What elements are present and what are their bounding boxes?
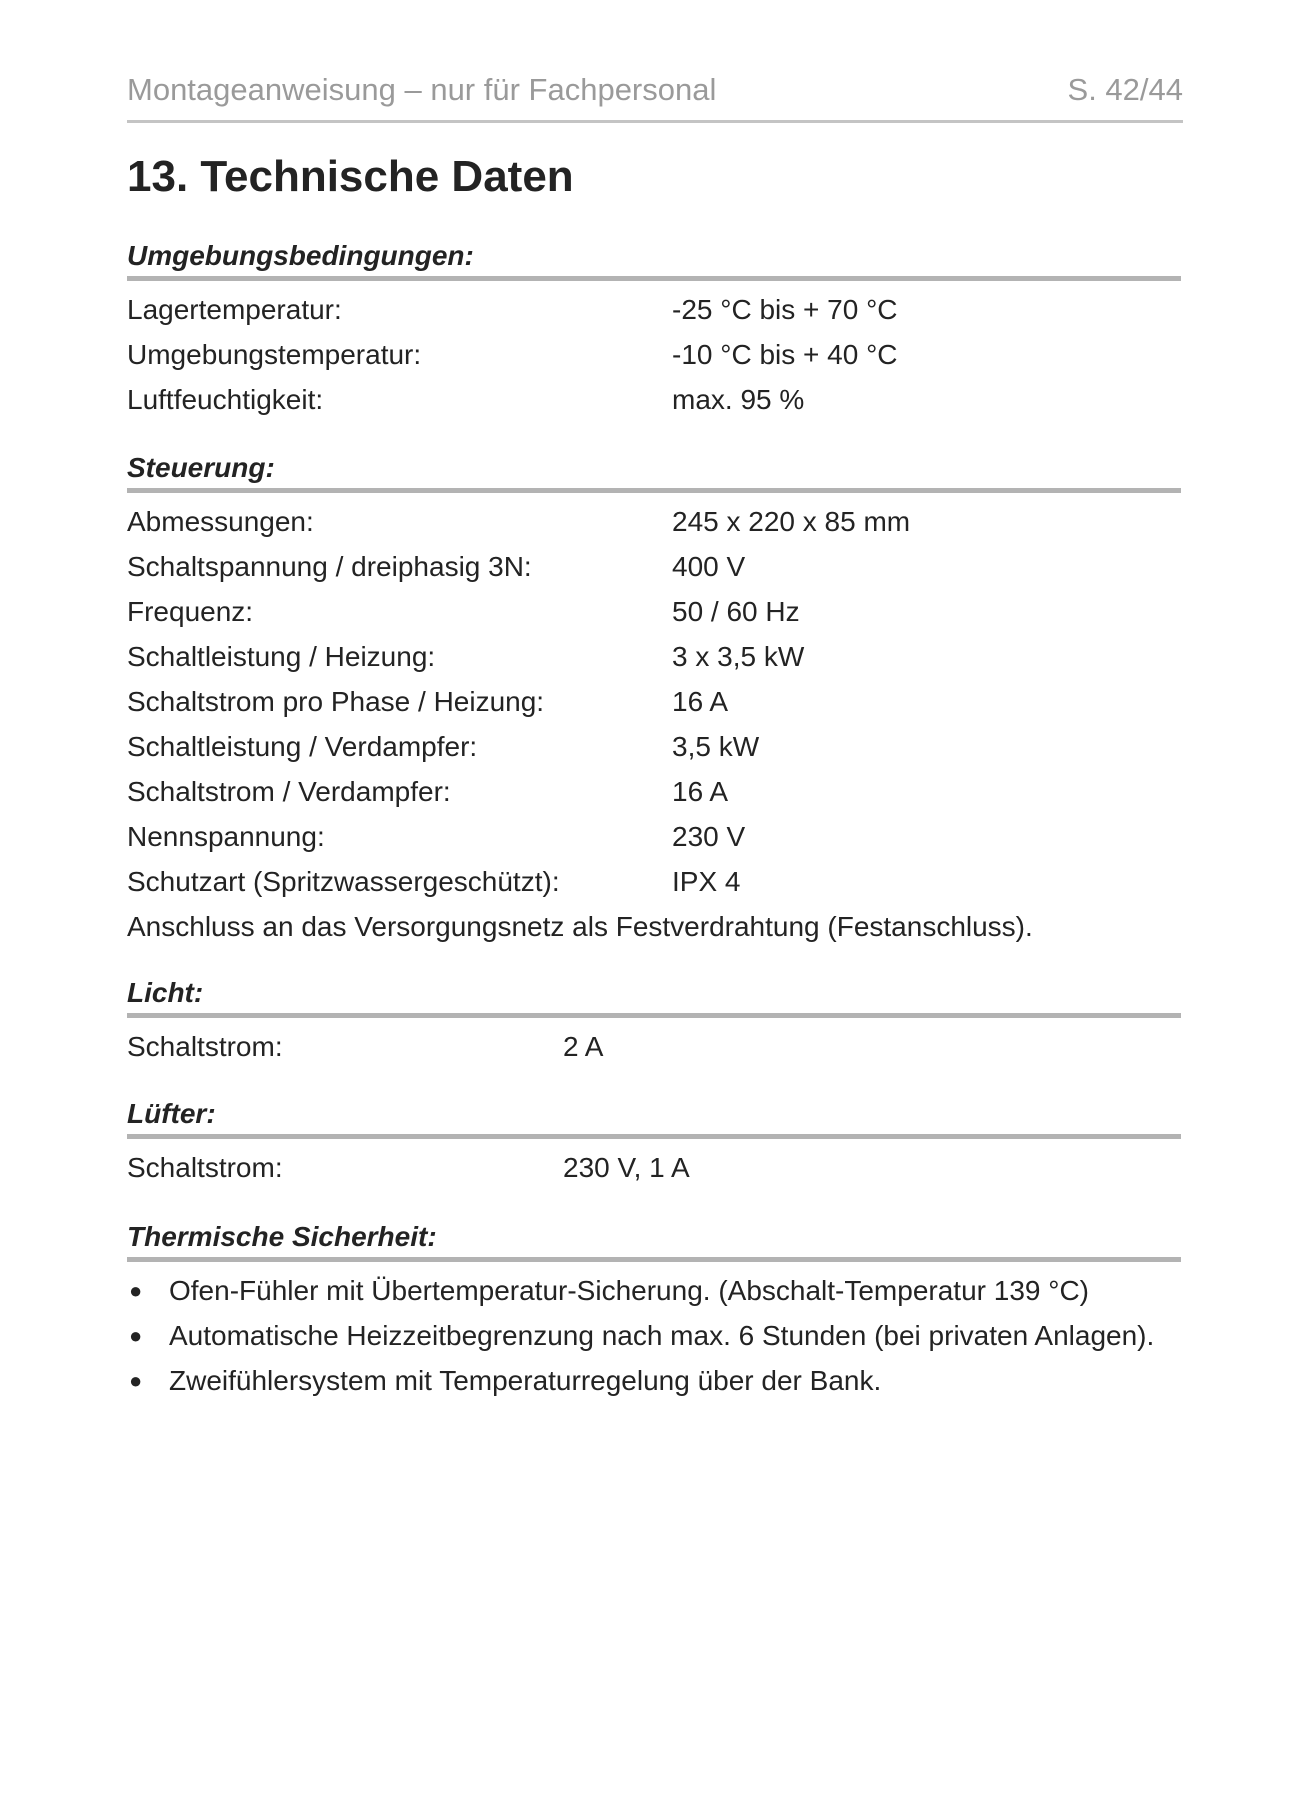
section-heading: Umgebungsbedingungen:: [127, 236, 1181, 281]
header-title: Montageanweisung – nur für Fachpersonal: [127, 72, 717, 107]
bullet-item: [127, 1317, 1181, 1362]
spec-list: [127, 1018, 1181, 1073]
spec-row: [127, 291, 1181, 336]
bullet-item: [127, 1272, 1181, 1317]
spec-label: Schaltstrom:: [127, 1031, 283, 1062]
spec-label: Frequenz:: [127, 596, 254, 627]
bullet-text: Automatische Heizzeitbegrenzung nach max. 6 Stunden (bei privaten Anlagen).: [169, 1320, 1155, 1351]
spec-label: Schaltspannung / dreiphasig 3N:: [127, 551, 532, 582]
spec-value: 245 x 220 x 85 mm: [672, 506, 911, 537]
spec-list: [127, 493, 1181, 953]
spec-label: Schaltstrom / Verdampfer:: [127, 776, 451, 807]
bullet-icon: ●: [129, 1323, 143, 1348]
spec-value: 16 A: [672, 776, 729, 807]
bullet-text: Ofen-Fühler mit Übertemperatur-Sicherung. (Abschalt-Temperatur 139 °C): [169, 1275, 1089, 1306]
spec-value: 50 / 60 Hz: [672, 596, 800, 627]
spec-row: [127, 863, 1181, 908]
spec-row: [127, 336, 1181, 381]
section-thermal-safety: [127, 1217, 1181, 1407]
spec-label: Abmessungen:: [127, 506, 314, 537]
section-control: [127, 448, 1181, 953]
spec-row: [127, 1149, 1181, 1194]
section-heading: Lüfter:: [127, 1094, 1181, 1139]
spec-row: [127, 683, 1181, 728]
section-environment: [127, 236, 1181, 426]
bullet-text: Zweifühlersystem mit Temperaturregelung über der Bank.: [169, 1365, 882, 1396]
spec-label: Umgebungstemperatur:: [127, 339, 422, 370]
spec-value: 3 x 3,5 kW: [672, 641, 805, 672]
spec-value: IPX 4: [672, 866, 741, 897]
spec-value: -25 °C bis + 70 °C: [672, 294, 898, 325]
spec-row: [127, 728, 1181, 773]
spec-value: -10 °C bis + 40 °C: [672, 339, 898, 370]
spec-value: max. 95 %: [672, 384, 805, 415]
spec-value: 16 A: [672, 686, 729, 717]
bullet-list: [127, 1262, 1181, 1407]
spec-label: Schaltstrom pro Phase / Heizung:: [127, 686, 545, 717]
spec-value: 400 V: [672, 551, 746, 582]
spec-row: [127, 773, 1181, 818]
spec-row: [127, 593, 1181, 638]
connection-note: Anschluss an das Versorgungsnetz als Festverdrahtung (Festanschluss).: [127, 911, 1033, 942]
spec-label: Luftfeuchtigkeit:: [127, 384, 324, 415]
spec-label: Nennspannung:: [127, 821, 325, 852]
section-heading: Licht:: [127, 973, 1181, 1018]
spec-label: Schaltstrom:: [127, 1152, 283, 1183]
spec-row: [127, 818, 1181, 863]
spec-row: [127, 548, 1181, 593]
spec-label: Lagertemperatur:: [127, 294, 342, 325]
spec-value: 2 A: [563, 1031, 604, 1062]
bullet-icon: ●: [129, 1368, 143, 1393]
spec-label: Schaltleistung / Verdampfer:: [127, 731, 478, 762]
section-fan: [127, 1094, 1181, 1194]
spec-row: [127, 638, 1181, 683]
section-heading: Steuerung:: [127, 448, 1181, 493]
spec-row: [127, 381, 1181, 426]
section-light: [127, 973, 1181, 1073]
spec-label: Schutzart (Spritzwassergeschützt):: [127, 866, 560, 897]
running-header: [127, 70, 1183, 123]
spec-label: Schaltleistung / Heizung:: [127, 641, 436, 672]
spec-row: [127, 503, 1181, 548]
spec-list: [127, 281, 1181, 426]
spec-value: 3,5 kW: [672, 731, 760, 762]
bullet-item: [127, 1362, 1181, 1407]
bullet-icon: ●: [129, 1278, 143, 1303]
spec-value: 230 V: [672, 821, 746, 852]
chapter-title: 13. Technische Daten: [127, 152, 574, 201]
spec-value: 230 V, 1 A: [563, 1152, 690, 1183]
page-number: S. 42/44: [1067, 72, 1183, 107]
spec-row: [127, 1028, 1181, 1073]
spec-list: [127, 1139, 1181, 1194]
section-heading: Thermische Sicherheit:: [127, 1217, 1181, 1262]
